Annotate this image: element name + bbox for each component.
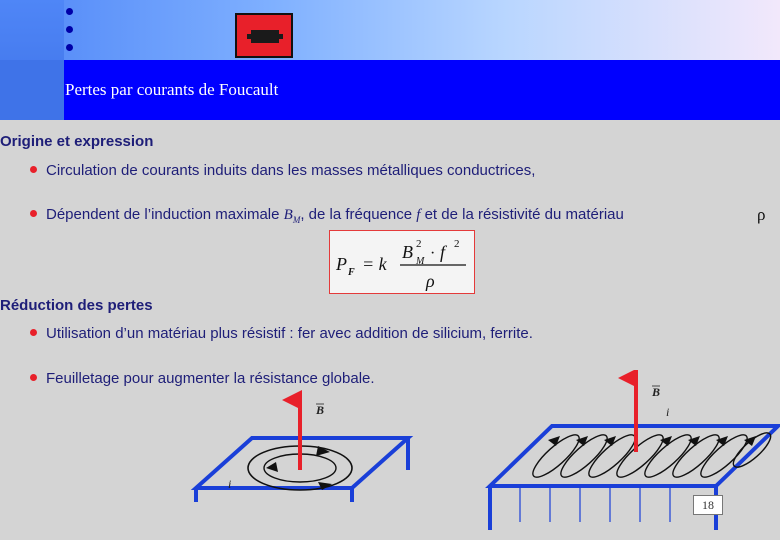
var-f: f <box>416 207 421 223</box>
dot-icon <box>66 44 73 51</box>
dot-icon <box>66 26 73 33</box>
bullet-circulation <box>30 162 535 179</box>
bullet-text: Utilisation d’un matériau plus résistif : fer avec addition de silicium, ferrite. <box>46 325 533 342</box>
solid-core-figure <box>196 400 408 502</box>
formula-box <box>329 230 475 294</box>
bullet-text: Dépendent de l’induction maximale <box>46 206 284 223</box>
current-label-left: i <box>228 477 232 491</box>
dot-icon <box>66 8 73 15</box>
bullet-materiau <box>30 325 533 342</box>
slide-title: Pertes par courants de Foucault <box>65 80 279 99</box>
title-band-left <box>0 60 64 120</box>
bullet-text-post: et de la résistivité du matériau <box>420 206 624 223</box>
formula-eq: = k <box>362 254 387 274</box>
formula-num-f: f <box>440 242 446 262</box>
field-label-left: B <box>316 403 325 417</box>
formula-lhs: P <box>336 254 347 274</box>
eddy-current-figures <box>0 370 780 540</box>
formula-num-f-exp: 2 <box>454 238 460 250</box>
formula-num-b-sub: M <box>416 256 425 267</box>
rho-symbol: ρ <box>757 205 766 224</box>
bullet-icon <box>30 210 37 217</box>
formula-svg <box>330 231 476 295</box>
bullet-icon <box>30 166 37 173</box>
bullet-text: Circulation de courants induits dans les masses métalliques conductrices, <box>46 162 536 179</box>
var-b: B <box>283 207 293 223</box>
formula-den: ρ <box>426 271 435 291</box>
laminated-eddy-loops <box>528 428 776 483</box>
bullet-icon <box>30 329 37 336</box>
bullet-dots-decoration <box>66 8 74 62</box>
formula-lhs-sub: F <box>348 267 355 278</box>
var-b-sub: M <box>292 215 301 225</box>
laminated-core-figure <box>490 378 778 530</box>
section-heading-reduction: Réduction des pertes <box>0 297 153 314</box>
header-gradient <box>0 0 780 60</box>
bullet-text: Feuilletage pour augmenter la résistance globale. <box>46 370 375 387</box>
section-heading-origine: Origine et expression <box>0 133 154 150</box>
formula-num-exp: 2 <box>416 238 422 250</box>
current-label-right: i <box>666 405 670 419</box>
bullet-dependance <box>30 206 624 225</box>
formula-num-dot: · <box>430 245 436 262</box>
field-label-right: B <box>652 385 661 399</box>
logo-mark-icon <box>251 30 279 43</box>
logo <box>235 13 293 58</box>
page-number: 18 <box>693 495 723 515</box>
bullet-text-mid: , de la fréquence <box>300 206 417 223</box>
formula-num-b: B <box>402 242 413 262</box>
